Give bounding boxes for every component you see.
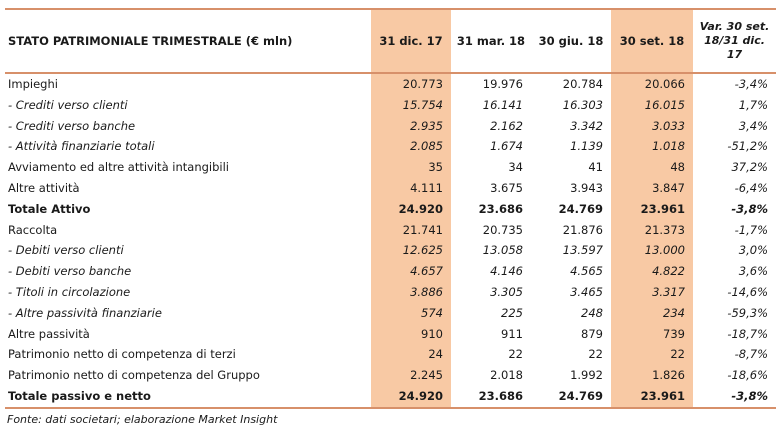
- row-value-cell: 48: [611, 157, 693, 178]
- row-value-cell: 3.305: [490, 284, 523, 299]
- table-row: [5, 282, 776, 303]
- row-value-cell: 4.565: [570, 264, 603, 279]
- row-label: - Attività finanziarie totali: [8, 139, 155, 154]
- row-label: Raccolta: [8, 222, 58, 237]
- row-value-cell: 23.686: [451, 386, 531, 408]
- row-value-cell: 13.597: [562, 243, 603, 258]
- row-value-cell: 3.847: [611, 178, 693, 199]
- table-row: [5, 73, 776, 95]
- row-value-cell: 1.992: [570, 368, 603, 383]
- table-row: [5, 136, 776, 157]
- row-variation-cell: -51,2%: [727, 139, 768, 154]
- table-row: [5, 95, 776, 116]
- row-value-cell: 34: [508, 160, 523, 175]
- row-label: Altre passività: [8, 326, 90, 341]
- row-value-cell: 21.741: [371, 220, 451, 241]
- row-value-cell: 739: [611, 324, 693, 345]
- row-variation-cell: -6,4%: [734, 180, 768, 195]
- row-value-cell: 35: [371, 157, 451, 178]
- row-value-cell: 4.146: [490, 264, 523, 279]
- row-value-cell: 16.141: [482, 97, 523, 112]
- row-value-cell: 2.935: [371, 116, 451, 137]
- row-value-cell: 1.674: [490, 139, 523, 154]
- row-variation-cell: -8,7%: [734, 347, 768, 362]
- row-value-cell: 24.920: [371, 199, 451, 220]
- row-value-cell: 24.769: [531, 386, 611, 408]
- row-value-cell: 911: [501, 326, 523, 341]
- row-value-cell: 13.000: [611, 240, 693, 261]
- row-value-cell: 23.961: [611, 199, 693, 220]
- header-title: STATO PATRIMONIALE TRIMESTRALE (€ mln): [5, 9, 371, 73]
- balance-sheet-table: [5, 8, 776, 409]
- row-value-cell: 2.018: [490, 368, 523, 383]
- row-value-cell: 1.139: [570, 139, 603, 154]
- row-value-cell: 879: [581, 326, 603, 341]
- row-label: - Titoli in circolazione: [8, 284, 131, 299]
- row-variation-cell: -1,7%: [734, 222, 768, 237]
- row-label: Patrimonio netto di competenza del Gruppo: [8, 368, 260, 383]
- row-value-cell: 3.943: [570, 180, 603, 195]
- row-value-cell: 20.735: [482, 222, 523, 237]
- row-variation-cell: 3,4%: [738, 118, 768, 133]
- row-variation-cell: 37,2%: [731, 160, 768, 175]
- row-label: - Debiti verso clienti: [8, 243, 124, 258]
- row-label: - Altre passività finanziarie: [8, 305, 162, 320]
- row-value-cell: 23.961: [611, 386, 693, 408]
- row-value-cell: 2.085: [371, 136, 451, 157]
- row-value-cell: 1.018: [611, 136, 693, 157]
- table-row: [5, 344, 776, 365]
- row-value-cell: 234: [611, 303, 693, 324]
- table-row: [5, 199, 776, 220]
- row-value-cell: 574: [371, 303, 451, 324]
- row-label: Totale passivo e netto: [5, 386, 371, 408]
- row-value-cell: 22: [508, 347, 523, 362]
- row-value-cell: 19.976: [482, 77, 523, 91]
- row-value-cell: 3.317: [611, 282, 693, 303]
- row-variation-cell: -3,8%: [693, 386, 776, 408]
- header-mar-18: 31 mar. 18: [451, 9, 531, 73]
- row-value-cell: 22: [611, 344, 693, 365]
- row-label: - Crediti verso banche: [8, 118, 136, 133]
- row-label: Altre attività: [8, 180, 80, 195]
- row-value-cell: 24.920: [371, 386, 451, 408]
- row-variation-cell: -3,4%: [734, 77, 768, 91]
- row-variation-cell: -59,3%: [727, 305, 768, 320]
- row-value-cell: 4.657: [371, 261, 451, 282]
- row-value-cell: 12.625: [371, 240, 451, 261]
- row-value-cell: 225: [501, 305, 523, 320]
- table-row: [5, 365, 776, 386]
- row-value-cell: 3.342: [570, 118, 603, 133]
- table-row: [5, 261, 776, 282]
- row-value-cell: 2.162: [490, 118, 523, 133]
- row-value-cell: 3.465: [570, 284, 603, 299]
- row-value-cell: 24.769: [558, 201, 603, 216]
- row-value-cell: 24: [371, 344, 451, 365]
- row-value-cell: 16.015: [611, 95, 693, 116]
- row-value-cell: 13.058: [482, 243, 523, 258]
- row-value-cell: 41: [588, 160, 603, 175]
- row-value-cell: 20.773: [371, 73, 451, 95]
- row-label: Patrimonio netto di competenza di terzi: [8, 347, 236, 362]
- source-note: Fonte: dati societari; elaborazione Market Insight: [7, 413, 278, 426]
- table-row: [5, 324, 776, 345]
- row-value-cell: 20.784: [562, 77, 603, 91]
- table-header-row: [5, 9, 776, 73]
- row-value-cell: 4.111: [371, 178, 451, 199]
- row-variation-cell: 1,7%: [738, 97, 768, 112]
- header-jun-18: 30 giu. 18: [531, 9, 611, 73]
- row-value-cell: 4.822: [611, 261, 693, 282]
- table-row: [5, 178, 776, 199]
- table-row: [5, 220, 776, 241]
- table-row: [5, 303, 776, 324]
- row-value-cell: 3.886: [371, 282, 451, 303]
- row-value-cell: 16.303: [562, 97, 603, 112]
- table-row: [5, 157, 776, 178]
- row-variation-cell: 3,6%: [738, 264, 768, 279]
- row-label: Avviamento ed altre attività intangibili: [8, 160, 229, 175]
- row-value-cell: 22: [588, 347, 603, 362]
- header-variation: Var. 30 set. 18/31 dic. 17: [693, 9, 776, 73]
- row-variation-cell: 3,0%: [738, 243, 768, 258]
- row-value-cell: 1.826: [611, 365, 693, 386]
- row-label: Totale Attivo: [8, 201, 91, 216]
- table-row: [5, 240, 776, 261]
- row-label: Impieghi: [8, 77, 58, 91]
- header-dec-17: 31 dic. 17: [371, 9, 451, 73]
- row-variation-cell: -18,6%: [727, 368, 768, 383]
- row-value-cell: 2.245: [371, 365, 451, 386]
- row-variation-cell: -14,6%: [727, 284, 768, 299]
- row-value-cell: 21.373: [611, 220, 693, 241]
- row-label: - Crediti verso clienti: [8, 97, 128, 112]
- row-value-cell: 248: [581, 305, 603, 320]
- row-value-cell: 15.754: [371, 95, 451, 116]
- row-value-cell: 3.675: [490, 180, 523, 195]
- row-value-cell: 3.033: [611, 116, 693, 137]
- row-value-cell: 20.066: [611, 73, 693, 95]
- table-row: [5, 116, 776, 137]
- row-variation-cell: -18,7%: [727, 326, 768, 341]
- header-sep-18: 30 set. 18: [611, 9, 693, 73]
- row-label: - Debiti verso banche: [8, 264, 132, 279]
- balance-sheet-table-container: [5, 8, 776, 409]
- row-variation-cell: -3,8%: [731, 201, 768, 216]
- row-value-cell: 21.876: [562, 222, 603, 237]
- table-row: [5, 386, 776, 408]
- row-value-cell: 23.686: [478, 201, 523, 216]
- row-value-cell: 910: [371, 324, 451, 345]
